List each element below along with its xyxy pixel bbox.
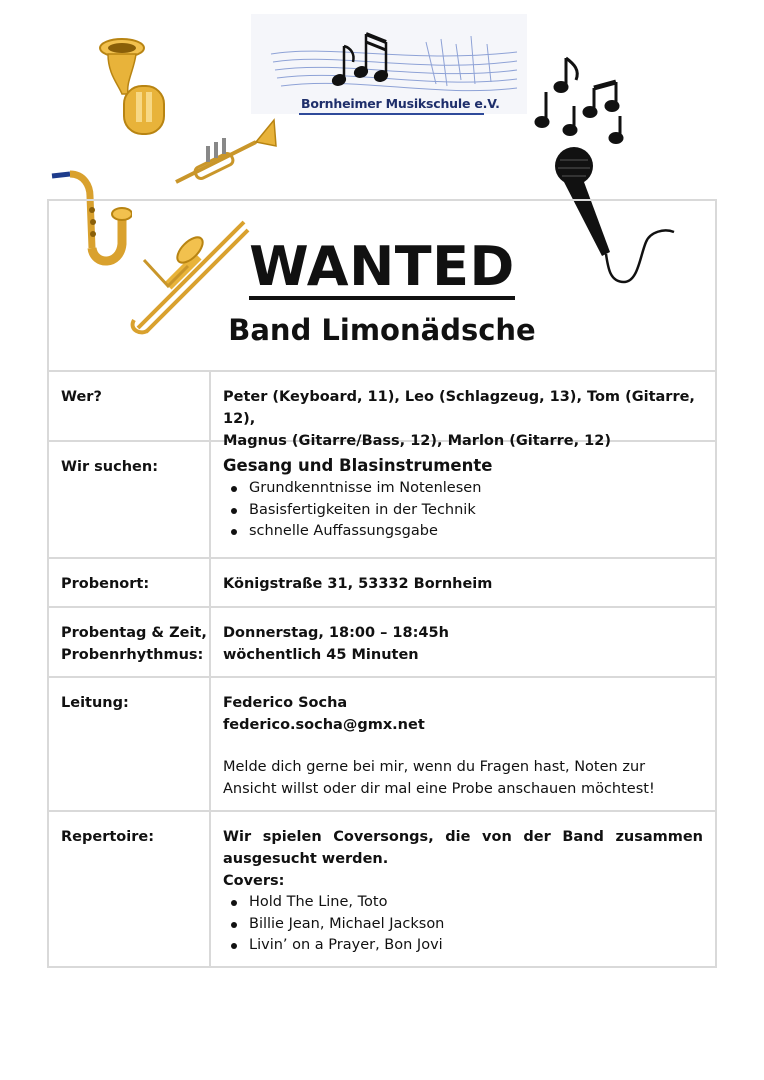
covers-label: Covers: (223, 873, 285, 889)
row-label-wir-suchen: Wir suchen: (49, 442, 211, 557)
list-item: Basisfertigkeiten in der Technik (223, 500, 703, 522)
label-line-1: Probentag & Zeit, (61, 625, 207, 641)
contact-note: Melde dich gerne bei mir, wenn du Fragen hast, Noten zur Ansicht willst oder dir mal eine Probe anschauen möchtest! (223, 759, 655, 797)
row-value-repertoire (211, 812, 715, 966)
flyer-table (47, 199, 717, 968)
requirements-list (223, 478, 703, 543)
row-label-probenort: Probenort: (49, 559, 211, 606)
row-wir-suchen (49, 442, 715, 559)
row-value-probentag (211, 608, 715, 676)
rehearsal-time: Donnerstag, 18:00 – 18:45h (223, 625, 449, 641)
row-value-probenort: Königstraße 31, 53332 Bornheim (223, 576, 493, 592)
wanted-text: WANTED (249, 235, 515, 298)
row-label-probentag (49, 608, 211, 676)
row-probentag (49, 608, 715, 678)
members-line-1: Peter (Keyboard, 11), Leo (Schlagzeug, 13), Tom (Gitarre, 12), (223, 389, 695, 427)
row-label-repertoire: Repertoire: (49, 812, 211, 966)
row-value-wer (211, 372, 715, 449)
label-line-2: Probenrhythmus: (61, 647, 204, 663)
wanted-heading (49, 235, 715, 300)
row-repertoire (49, 812, 715, 966)
school-logo (251, 14, 527, 114)
logo-text: Bornheimer Musikschule e.V. (301, 96, 500, 111)
row-wer (49, 372, 715, 449)
list-item: Hold The Line, Toto (223, 892, 703, 914)
leader-name: Federico Socha (223, 695, 348, 711)
tuba-icon (98, 34, 172, 138)
members-line-2: Magnus (Gitarre/Bass, 12), Marlon (Gitarre, 12) (223, 433, 611, 449)
repertoire-intro: Wir spielen Coversongs, die von der Band zusammen ausgesucht werden. (223, 829, 703, 867)
covers-list (223, 892, 703, 957)
list-item: schnelle Auffassungsgabe (223, 521, 703, 543)
leader-email[interactable]: federico.socha@gmx.net (223, 717, 425, 733)
title-cell (49, 201, 715, 372)
band-name: Band Limonädsche (228, 313, 536, 347)
list-item: Livin’ on a Prayer, Bon Jovi (223, 935, 703, 957)
row-leitung (49, 678, 715, 812)
list-item: Billie Jean, Michael Jackson (223, 914, 703, 936)
trumpet-icon (172, 116, 278, 188)
list-item: Grundkenntnisse im Notenlesen (223, 478, 703, 500)
rehearsal-rhythm: wöchentlich 45 Minuten (223, 647, 419, 663)
wanted-instruments-heading: Gesang und Blasinstrumente (223, 456, 493, 475)
row-probenort (49, 559, 715, 608)
logo-underline (299, 113, 484, 115)
row-value-wir-suchen (211, 442, 715, 557)
row-label-wer: Wer? (49, 372, 211, 440)
row-value-leitung (211, 678, 715, 810)
row-label-leitung: Leitung: (49, 678, 211, 810)
